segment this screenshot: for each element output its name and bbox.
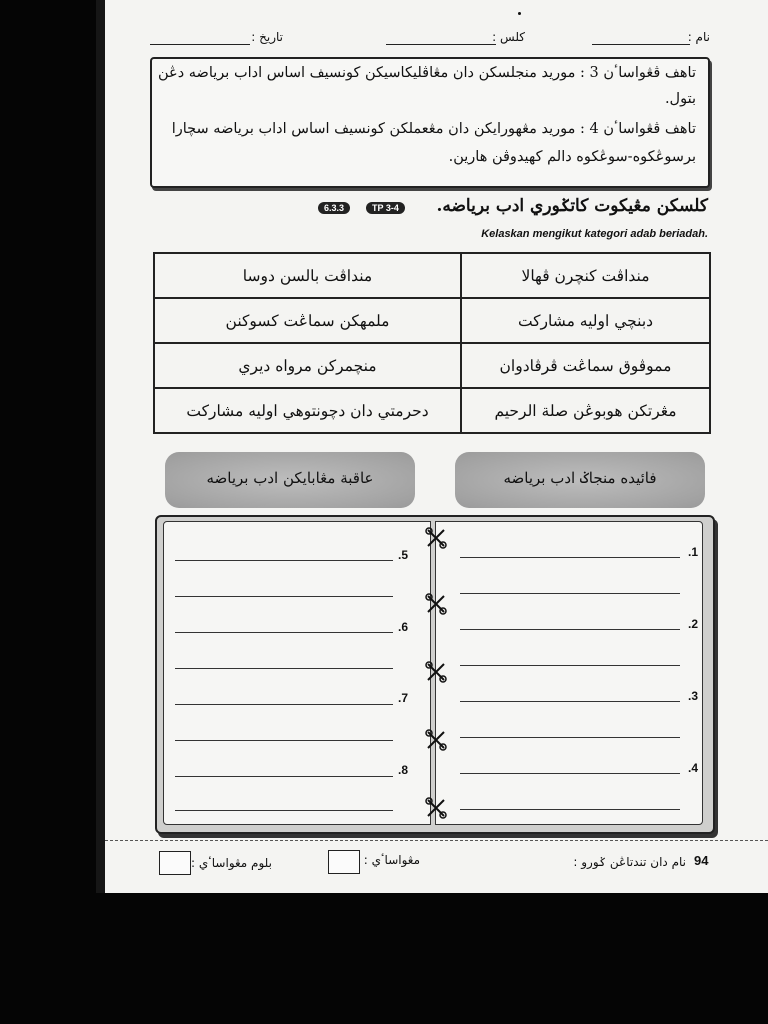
answer-number: .8 <box>398 763 409 777</box>
benefit-heading-tab <box>455 452 705 508</box>
answer-line-1b[interactable] <box>460 593 680 594</box>
right-page <box>435 521 703 825</box>
benefit-heading: فائيده منجاݢ ادب برياضه <box>503 469 657 487</box>
answer-line-3b[interactable] <box>460 737 680 738</box>
answer-number: .4 <box>688 761 699 775</box>
table-cell: ملمهکن سماڠت کسوکنن <box>154 298 461 343</box>
table-cell: منداڤت کنچرن ڤهالا <box>461 253 710 298</box>
answer-line-5[interactable] <box>175 560 393 561</box>
class-label: کلس : <box>492 30 525 44</box>
table-cell: دحرمتي دان دچونتوهي اوليه مشارکت <box>154 388 461 433</box>
objective-line-3: تاهف ڤڠواساٴن 4 : موريد مڠهورايکن دان مڠعملکن کونسيف اساس اداب برياضه سچارا <box>171 121 696 137</box>
answer-line-2[interactable] <box>460 629 680 630</box>
table-cell: منداڤت بالسن دوسا <box>154 253 461 298</box>
table-row <box>154 388 710 433</box>
answer-number: .1 <box>688 545 699 559</box>
binding-ring-icon <box>425 729 447 751</box>
answer-number: .6 <box>398 620 409 634</box>
date-field[interactable] <box>150 44 250 45</box>
answer-line-1[interactable] <box>460 557 680 558</box>
name-label: نام : <box>687 30 710 44</box>
answer-line-4b[interactable] <box>460 809 680 810</box>
answer-line-7[interactable] <box>175 704 393 705</box>
not-mastered-label: بلوم مڠواساٴي : <box>191 856 272 870</box>
table-cell: مڠرتکن هوبوڠن صلة الرحيم <box>461 388 710 433</box>
not-mastered-checkbox[interactable] <box>159 851 191 875</box>
answer-line-5b[interactable] <box>175 596 393 597</box>
table-row <box>154 343 710 388</box>
category-table <box>153 252 711 434</box>
binding-ring-icon <box>425 527 447 549</box>
task-subtitle: Kelaskan mengikut kategori adab beriadah. <box>481 228 708 240</box>
answer-number: .7 <box>398 691 409 705</box>
answer-line-7b[interactable] <box>175 740 393 741</box>
objective-line-1: تاهف ڤڠواساٴن 3 : موريد منجلسکن دان مڠاڤليکاسيکن کونسيف اساس اداب برياضه دڠن <box>158 65 696 81</box>
footer-divider <box>105 840 768 841</box>
objective-line-2: بتول. <box>664 91 696 107</box>
answer-line-6b[interactable] <box>175 668 393 669</box>
table-row <box>154 253 710 298</box>
print-dot <box>518 12 521 15</box>
left-page <box>163 521 431 825</box>
task-title: کلسکن مڠيکوت کاتݢوري ادب برياضه. <box>436 196 708 216</box>
standard-code-badge: 6.3.3 <box>318 202 350 214</box>
date-label: تاريخ : <box>251 30 283 44</box>
binding-ring-icon <box>425 661 447 683</box>
mastered-checkbox[interactable] <box>328 850 360 874</box>
learning-objectives-box <box>150 57 710 188</box>
class-field[interactable] <box>386 44 496 45</box>
consequence-heading-tab <box>165 452 415 508</box>
tp-badge: TP 3-4 <box>366 202 405 214</box>
answer-number: .5 <box>398 548 409 562</box>
binding-ring-icon <box>425 593 447 615</box>
answer-line-6[interactable] <box>175 632 393 633</box>
teacher-signature-label: نام دان تندتاڠن ݢورو : <box>573 855 686 869</box>
binding-ring-icon <box>425 797 447 819</box>
answer-number: .2 <box>688 617 699 631</box>
answer-line-2b[interactable] <box>460 665 680 666</box>
binding-edge <box>96 0 105 893</box>
mastered-label: مڠواساٴي : <box>363 853 420 867</box>
table-cell: منچمرکن مرواه ديري <box>154 343 461 388</box>
answer-line-8[interactable] <box>175 776 393 777</box>
answer-line-8b[interactable] <box>175 810 393 811</box>
table-row <box>154 298 710 343</box>
page-number: 94 <box>694 853 709 868</box>
objective-line-4: برسوڠکوه-سوڠکوه دالم کهيدوڤن هارين. <box>448 149 696 165</box>
name-field[interactable] <box>592 44 690 45</box>
consequence-heading: عاقبة مڠابايکن ادب برياضه <box>206 469 374 487</box>
table-cell: دبنچي اوليه مشارکت <box>461 298 710 343</box>
table-cell: مموڤوق سماڠت ڤرڤادوان <box>461 343 710 388</box>
answer-line-4[interactable] <box>460 773 680 774</box>
answer-number: .3 <box>688 689 699 703</box>
answer-line-3[interactable] <box>460 701 680 702</box>
